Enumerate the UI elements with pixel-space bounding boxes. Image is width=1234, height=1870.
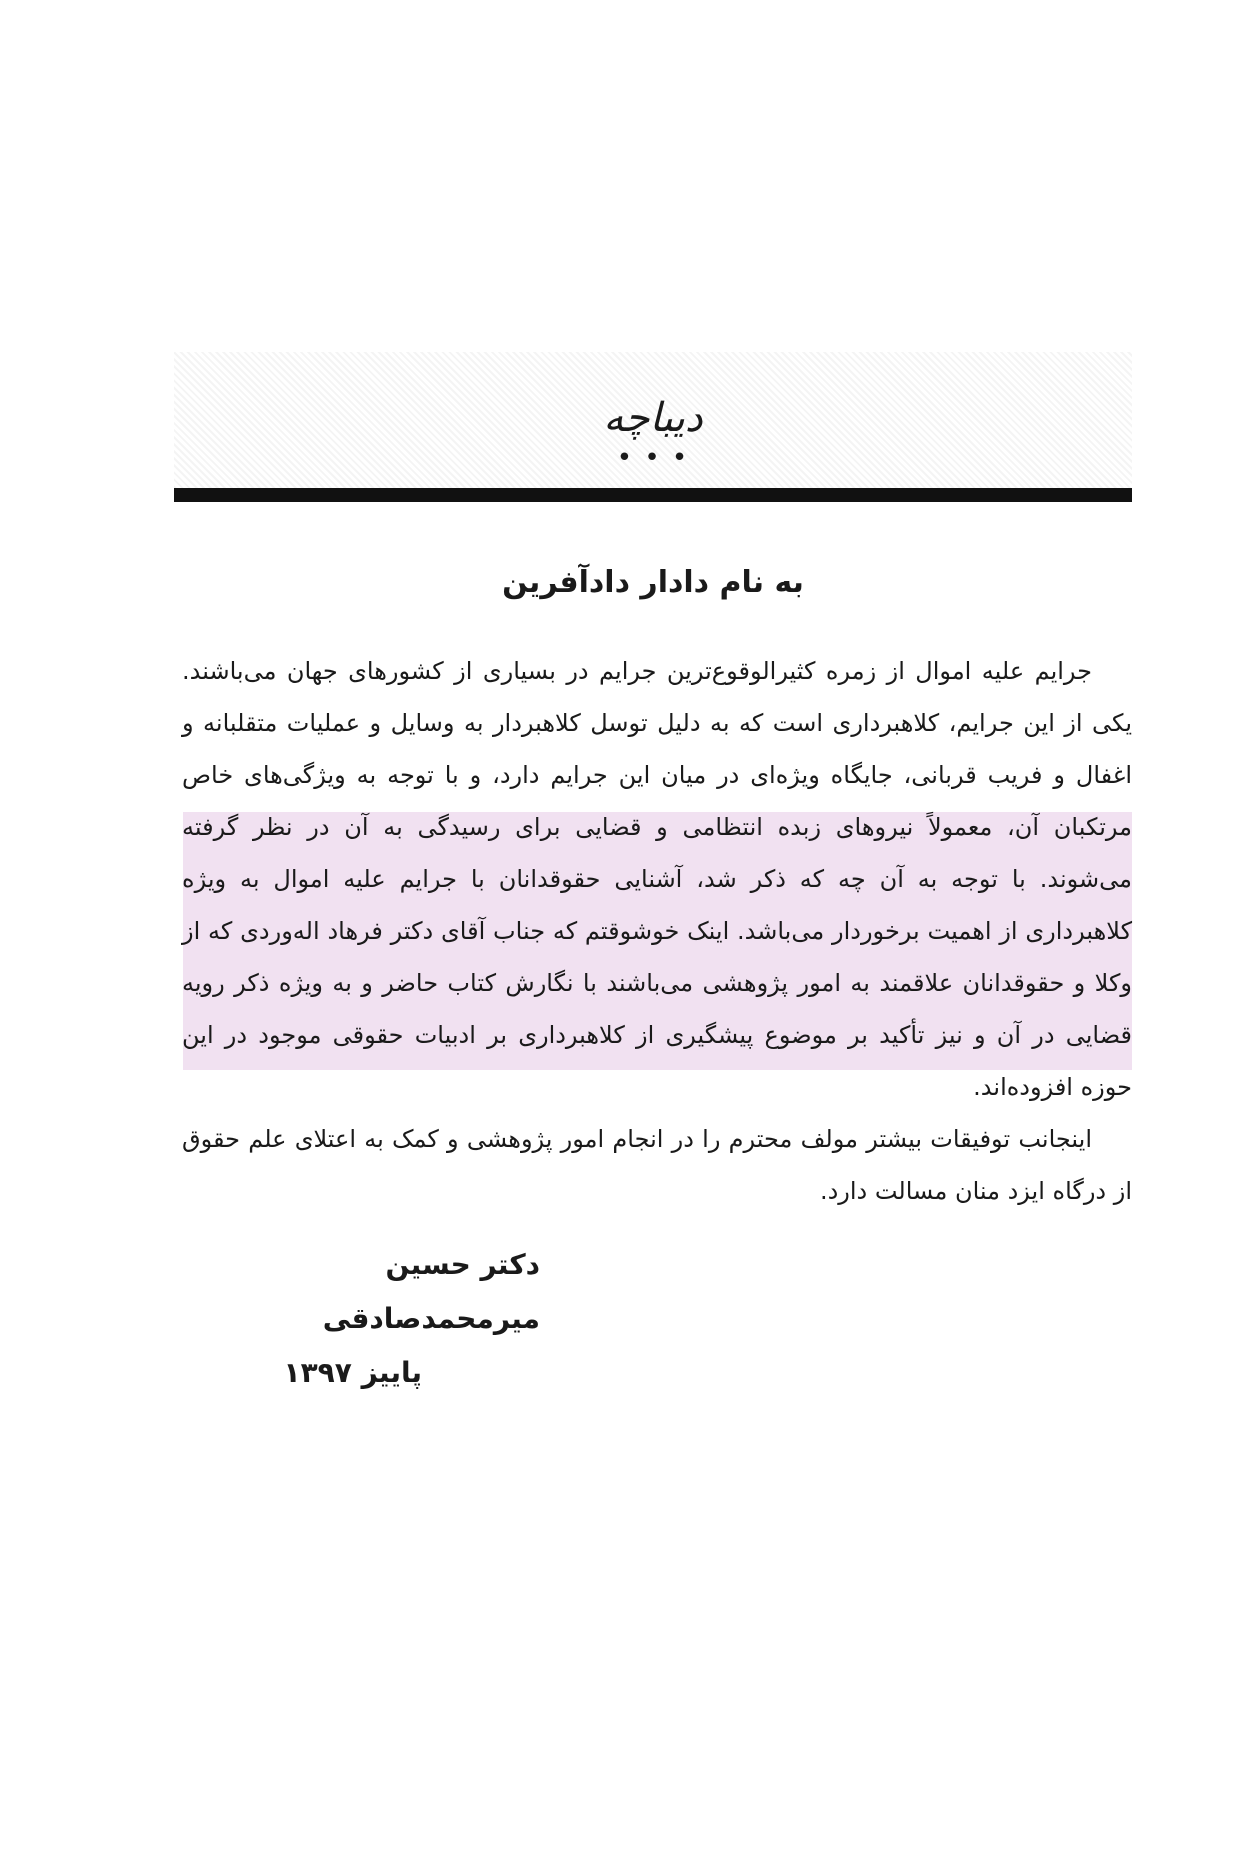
header-divider — [174, 488, 1132, 502]
preface-body — [182, 645, 1132, 1217]
invocation-heading: به نام دادار دادآفرین — [502, 565, 804, 600]
author-signature — [210, 1238, 540, 1400]
signature-date: پاییز ۱۳۹۷ — [283, 1356, 422, 1389]
chapter-title: دیباچه — [603, 395, 703, 441]
chapter-title-ornament: • • • — [616, 443, 690, 473]
preface-paragraph: جرایم علیه اموال از زمره کثیرالوقوع‌ترین جرایم در بسیاری از کشورهای جهان می‌باشند. یکی از این جرایم، کلاهبرداری است که به دلیل توسل کلاهبردار به وسایل و عملیات متقلبانه و اغفال و فریب قربانی، جایگاه ویژه‌ای در میان این جرایم دارد، و با توجه به ویژگی‌های خاص مرتکبان آن، معمولاً نیروهای زبده انتظامی و قضایی برای رسیدگی به آن در نظر گرفته می‌شوند. با توجه به آن چه که ذکر شد، آشنایی حقوقدانان با جرایم علیه اموال به ویژه کلاهبرداری از اهمیت برخوردار می‌باشد. اینک خوشوقتم که جناب آقای دکتر فرهاد اله‌وردی که از وکلا و حقوقدانان علاقمند به امور پژوهشی می‌باشند با نگارش کتاب حاضر و به ویژه ذکر رویه قضایی در آن و نیز تأکید بر موضوع پیشگیری از کلاهبرداری بر ادبیات حقوقی موجود در این حوزه افزوده‌اند. — [182, 657, 1132, 1101]
preface-paragraph: اینجانب توفیقات بیشتر مولف محترم را در انجام امور پژوهشی و کمک به اعتلای علم حقوق از درگاه ایزد منان مسالت دارد. — [182, 1125, 1132, 1205]
author-name: دکتر حسین میرمحمدصادقی — [322, 1248, 540, 1335]
